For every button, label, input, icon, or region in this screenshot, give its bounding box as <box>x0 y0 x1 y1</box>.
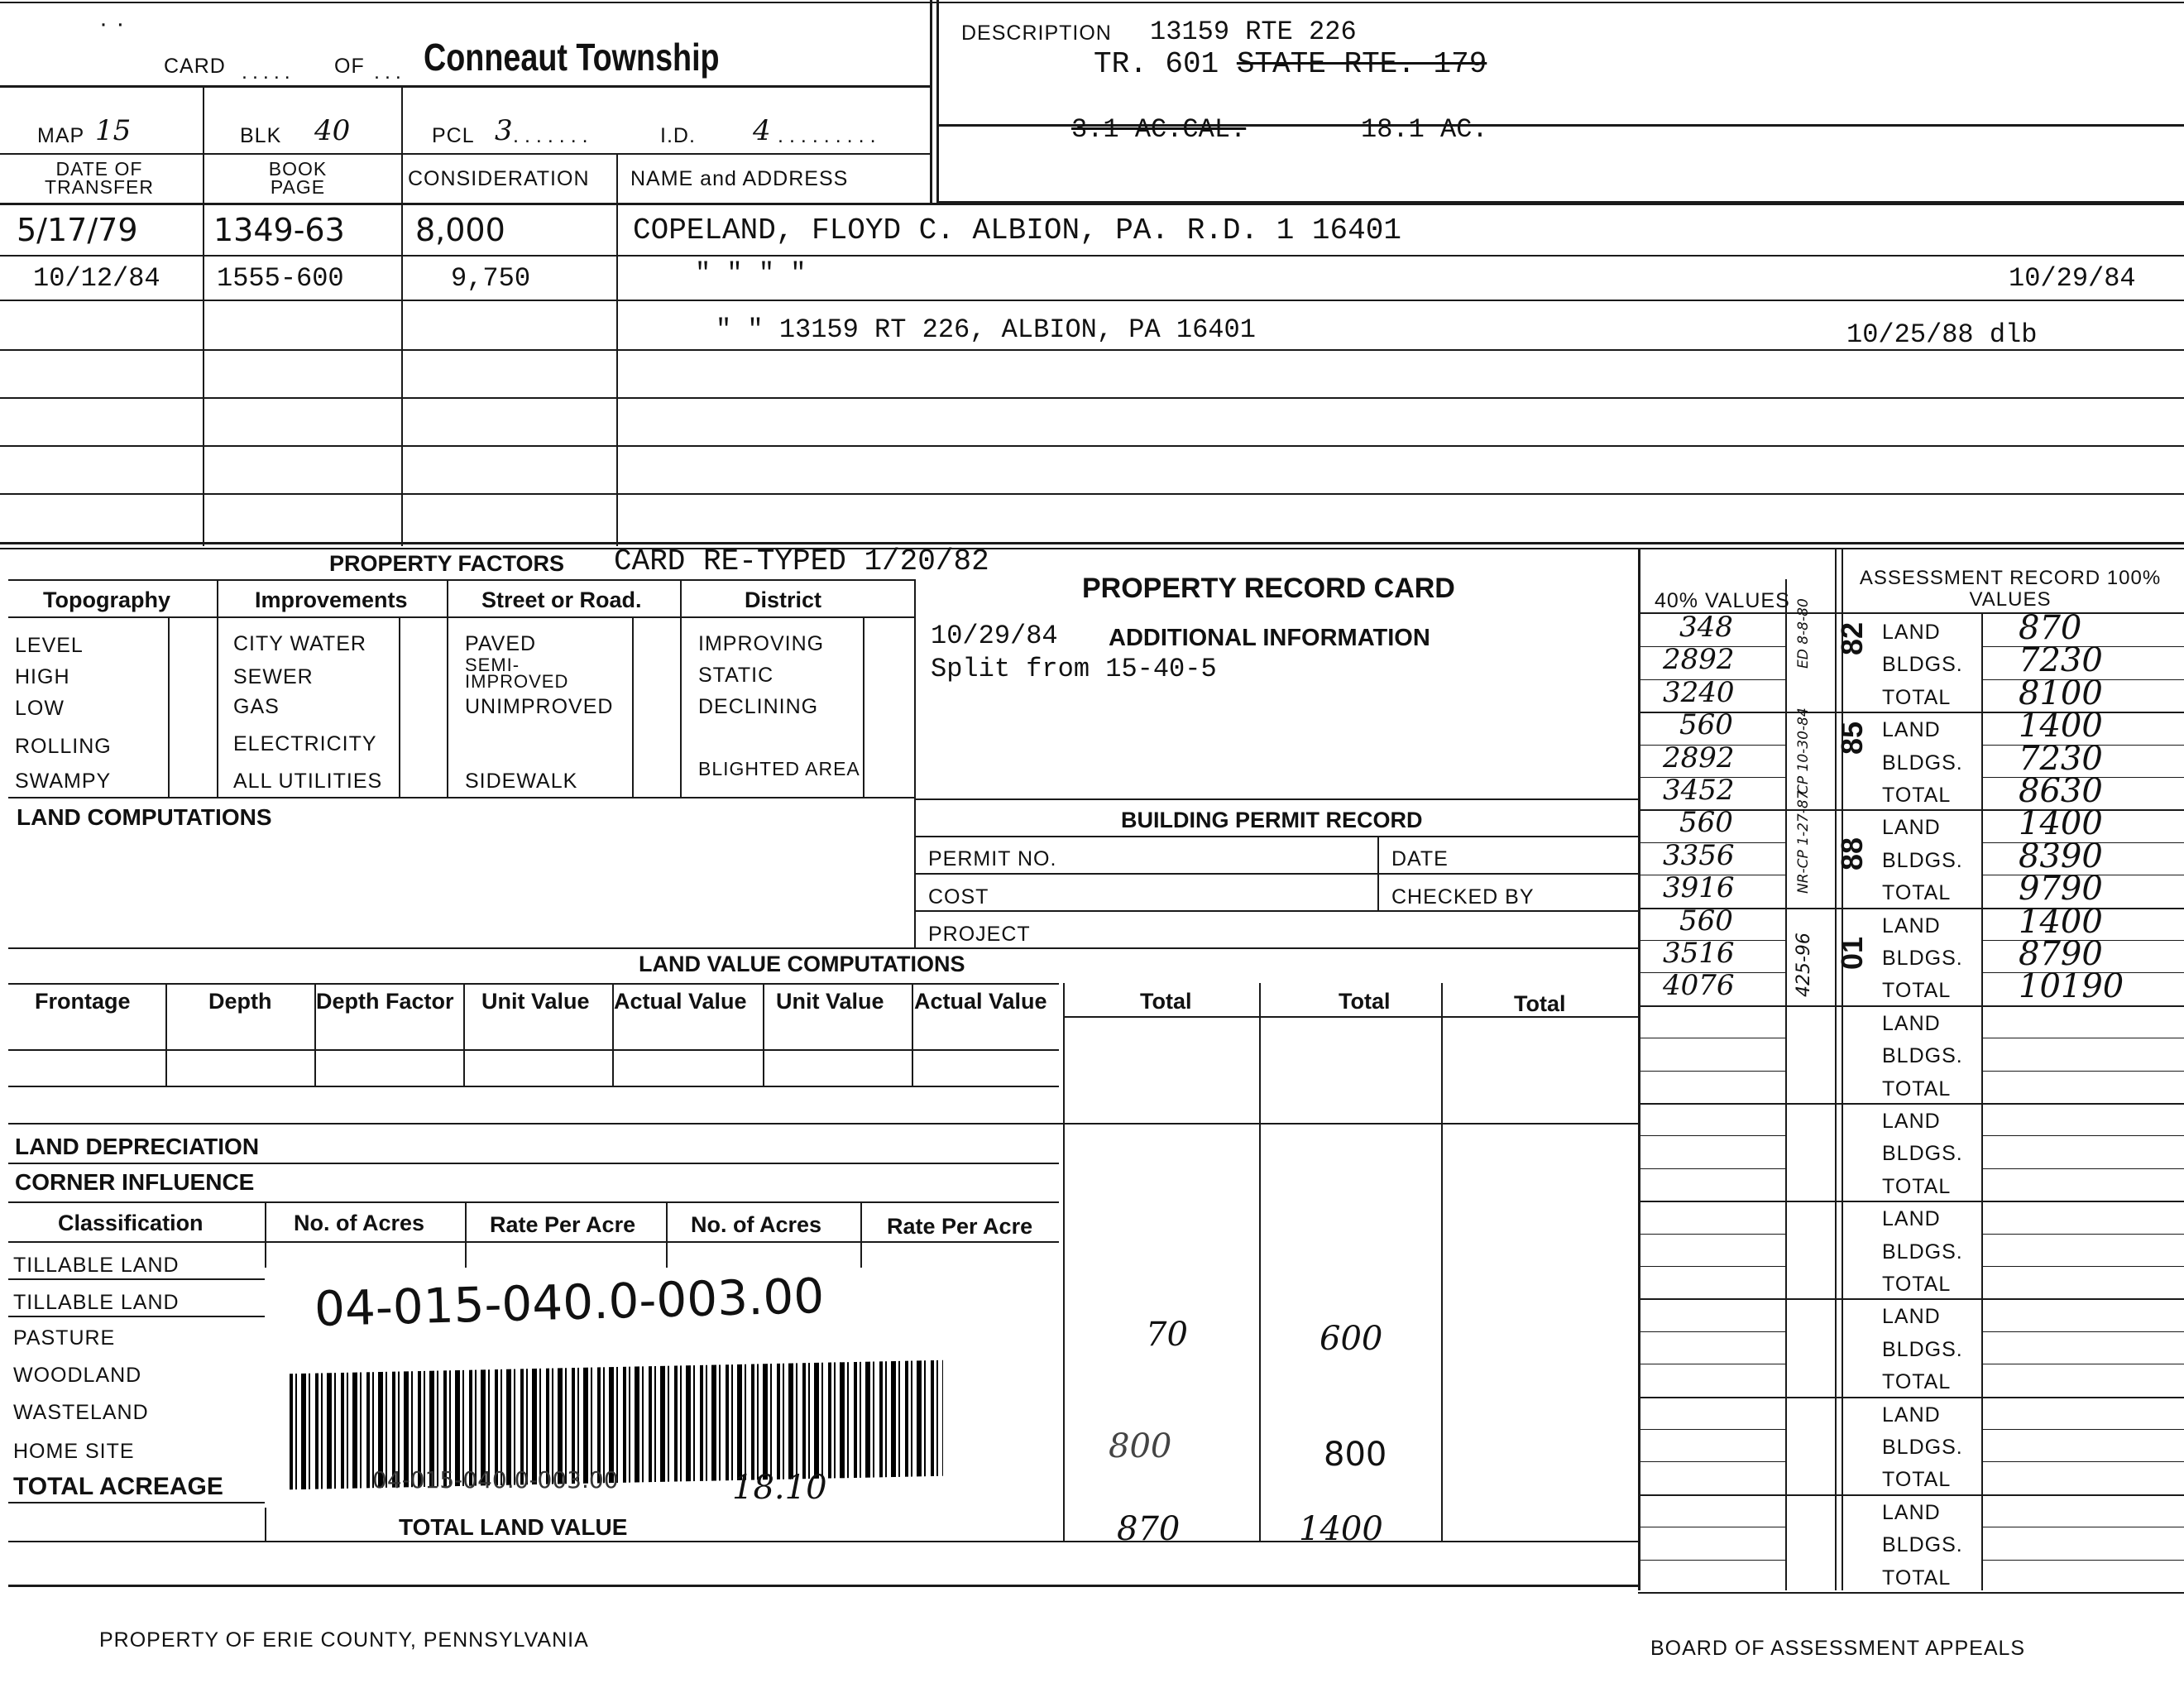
forty-percent-value: 2892 <box>1663 643 1735 676</box>
assessment-label-bldgs: BLDGS. <box>1882 849 1963 872</box>
class-wasteland: WASTELAND <box>13 1401 149 1424</box>
assessment-label-total: TOTAL <box>1882 1175 1952 1198</box>
assessment-label-land: LAND <box>1882 718 1941 741</box>
assessment-value: 1400 <box>2019 707 2103 745</box>
assessment-label-bldgs: BLDGS. <box>1882 1338 1963 1361</box>
land-computations-title: LAND COMPUTATIONS <box>17 804 272 830</box>
description-line2 <box>1094 47 1487 81</box>
note-425-96: 425-96 <box>1794 933 1814 997</box>
homesite-total-1: 800 <box>1109 1427 1172 1465</box>
assessment-label-total: TOTAL <box>1882 1566 1952 1590</box>
col-unit-value: Unit Value <box>481 989 590 1014</box>
col-unit-value-2: Unit Value <box>776 989 884 1014</box>
total-acreage-value: 18.10 <box>732 1469 827 1507</box>
land-value-computations-title: LAND VALUE COMPUTATIONS <box>639 952 965 976</box>
split-note: Split from 15-40-5 <box>931 654 1217 684</box>
factor-blighted-area: BLIGHTED AREA <box>698 758 860 779</box>
map-label: MAP <box>37 124 85 147</box>
col-no-of-acres-2: No. of Acres <box>691 1212 822 1237</box>
assessment-label-bldgs: BLDGS. <box>1882 1044 1963 1067</box>
factor-all-utilities: ALL UTILITIES <box>233 770 383 793</box>
assessment-label-bldgs: BLDGS. <box>1882 1436 1963 1459</box>
description-label: DESCRIPTION <box>961 22 1112 45</box>
assessment-value: 8100 <box>2019 674 2103 712</box>
forty-percent-value: 2892 <box>1663 741 1735 774</box>
forty-percent-value: 3356 <box>1663 839 1735 872</box>
of-label: OF <box>334 55 365 78</box>
assessment-label-land: LAND <box>1882 1501 1941 1524</box>
col-consideration: CONSIDERATION <box>408 167 590 190</box>
building-permit-title: BUILDING PERMIT RECORD <box>1121 808 1423 832</box>
factor-city-water: CITY WATER <box>233 632 366 655</box>
assessment-label-total: TOTAL <box>1882 881 1952 904</box>
forty-percent-value: 4076 <box>1663 969 1735 1002</box>
transfer-note: 10/29/84 <box>2009 263 2136 294</box>
assessment-value: 7230 <box>2019 641 2103 679</box>
forty-percent-value: 3516 <box>1663 937 1735 970</box>
description-struck-route: STATE RTE. 179 <box>1236 47 1487 81</box>
year-01: 01 <box>1835 936 1869 970</box>
year-82: 82 <box>1835 621 1869 655</box>
acreage: 18.1 AC. <box>1361 114 1488 145</box>
blk-label: BLK <box>240 124 282 147</box>
factor-declining: DECLINING <box>698 695 819 718</box>
assessment-label-total: TOTAL <box>1882 979 1952 1002</box>
description-line1: 13159 RTE 226 <box>1150 17 1357 47</box>
acreage-struck: 3.1 AC.CAL. <box>1071 114 1247 145</box>
assessment-value: 9790 <box>2019 870 2103 908</box>
col-district: District <box>745 587 822 612</box>
note-cp: CP 10-30-84 <box>1795 707 1812 794</box>
assessment-value: 7230 <box>2019 740 2103 778</box>
factor-gas: GAS <box>233 695 280 718</box>
class-tillable-land: TILLABLE LAND <box>13 1254 180 1277</box>
assessment-label-total: TOTAL <box>1882 1273 1952 1296</box>
transfer-book: 1555-600 <box>217 263 344 294</box>
land-value-total-2: 1400 <box>1299 1510 1383 1548</box>
note-ed: ED 8-8-80 <box>1795 598 1812 669</box>
additional-info-title: ADDITIONAL INFORMATION <box>1109 625 1430 651</box>
col-rate-per-acre: Rate Per Acre <box>490 1212 636 1237</box>
permit-date-label: DATE <box>1391 847 1449 870</box>
col-depth-factor: Depth Factor <box>316 989 454 1014</box>
transfer-date: 10/12/84 <box>33 263 160 294</box>
assessment-label-total: TOTAL <box>1882 1077 1952 1101</box>
assessment-value: 10190 <box>2019 967 2124 1005</box>
factor-swampy: SWAMPY <box>15 770 112 793</box>
note-nrcp: NR-CP 1-27-87 <box>1795 790 1812 894</box>
factor-static: STATIC <box>698 664 774 687</box>
col-rate-per-acre-2: Rate Per Acre <box>887 1214 1033 1239</box>
pcl-dots: ....... <box>513 124 594 147</box>
id-dots: ......... <box>778 124 882 147</box>
assessment-label-land: LAND <box>1882 1403 1941 1427</box>
transfer-name: COPELAND, FLOYD C. ALBION, PA. R.D. 1 16401 <box>633 213 1401 247</box>
transfer-consideration: 8,000 <box>415 212 505 248</box>
id-label: I.D. <box>660 124 696 147</box>
corner-influence-label: CORNER INFLUENCE <box>15 1169 255 1195</box>
footer-left: PROPERTY OF ERIE COUNTY, PENNSYLVANIA <box>99 1628 589 1652</box>
transfer-note: 10/25/88 dlb <box>1846 319 2038 350</box>
col-total-1: Total <box>1140 989 1192 1014</box>
class-pasture: PASTURE <box>13 1326 116 1350</box>
transfer-name: " " " " <box>695 258 807 289</box>
assessment-label-land: LAND <box>1882 1207 1941 1230</box>
assessment-label-land: LAND <box>1882 1305 1941 1328</box>
parcel-number: 04-015-040.0-003.00 <box>314 1267 826 1338</box>
pcl-value: 3 <box>495 114 513 147</box>
map-value: 15 <box>95 114 132 147</box>
col-depth: Depth <box>208 989 272 1014</box>
transfer-name: " " 13159 RT 226, ALBION, PA 16401 <box>716 314 1256 345</box>
property-factors-title: PROPERTY FACTORS <box>329 551 565 576</box>
assessment-value: 1400 <box>2019 804 2103 842</box>
factor-high: HIGH <box>15 665 70 688</box>
card-retyped-note: CARD RE-TYPED 1/20/82 <box>614 544 989 578</box>
card-label: CARD <box>164 55 226 78</box>
parcel-number-small: 04-015-040.0-003.00 <box>372 1466 619 1494</box>
assessment-label-land: LAND <box>1882 1012 1941 1035</box>
class-tillable-land-2: TILLABLE LAND <box>13 1291 180 1314</box>
factor-electricity: ELECTRICITY <box>233 732 377 755</box>
land-value-total-1: 870 <box>1117 1510 1181 1548</box>
col-no-of-acres: No. of Acres <box>294 1211 425 1235</box>
factor-paved: PAVED <box>465 632 537 655</box>
class-woodland: WOODLAND <box>13 1364 142 1387</box>
assessment-label-bldgs: BLDGS. <box>1882 1240 1963 1264</box>
id-value: 4 <box>753 114 771 147</box>
col-classification: Classification <box>58 1211 204 1235</box>
assessment-label-land: LAND <box>1882 621 1941 644</box>
permit-project-label: PROJECT <box>928 923 1031 946</box>
forty-percent-value: 3452 <box>1663 774 1735 807</box>
forty-percent-title: 40% VALUES <box>1655 589 1790 612</box>
assessment-record-title: ASSESSMENT RECORD 100% VALUES <box>1859 567 2162 611</box>
total-land-value-label: TOTAL LAND VALUE <box>399 1514 628 1540</box>
assessment-label-bldgs: BLDGS. <box>1882 1142 1963 1165</box>
description-tract: TR. 601 <box>1094 47 1219 81</box>
col-actual-value-2: Actual Value <box>914 989 1047 1014</box>
col-book-page: BOOK PAGE <box>268 158 328 198</box>
assessment-label-land: LAND <box>1882 816 1941 839</box>
col-frontage: Frontage <box>35 989 131 1014</box>
assessment-label-land: LAND <box>1882 1110 1941 1133</box>
permit-checked-by-label: CHECKED BY <box>1391 885 1535 909</box>
permit-no-label: PERMIT NO. <box>928 847 1057 870</box>
assessment-value: 8630 <box>2019 772 2103 810</box>
township-name: Conneaut Township <box>424 36 720 79</box>
factor-semi-improved: SEMI-IMPROVED <box>465 655 569 692</box>
factor-low: LOW <box>15 697 65 720</box>
transfer-book: 1349-63 <box>213 212 345 248</box>
footer-right: BOARD OF ASSESSMENT APPEALS <box>1650 1637 2026 1660</box>
assessment-label-total: TOTAL <box>1882 1468 1952 1491</box>
forty-percent-value: 560 <box>1679 904 1733 938</box>
assessment-label-total: TOTAL <box>1882 686 1952 709</box>
class-home-site: HOME SITE <box>13 1440 135 1463</box>
assessment-label-bldgs: BLDGS. <box>1882 751 1963 774</box>
permit-cost-label: COST <box>928 885 989 909</box>
pasture-total-1: 70 <box>1146 1316 1188 1354</box>
property-record-card-title: PROPERTY RECORD CARD <box>1082 573 1455 604</box>
card-dots-2: ..... <box>242 60 295 84</box>
col-total-3: Total <box>1514 991 1566 1016</box>
total-acreage-label: TOTAL ACREAGE <box>13 1473 223 1500</box>
blk-value: 40 <box>314 114 351 147</box>
pcl-label: PCL <box>432 124 475 147</box>
col-total-2: Total <box>1339 989 1391 1014</box>
of-dots: ... <box>374 60 406 84</box>
assessment-value: 870 <box>2019 609 2082 647</box>
homesite-total-2: 800 <box>1324 1436 1387 1474</box>
col-street-road: Street or Road. <box>481 587 642 612</box>
factor-improving: IMPROVING <box>698 632 825 655</box>
factor-sewer: SEWER <box>233 665 314 688</box>
card-dots: · · <box>99 10 126 37</box>
pasture-total-2: 600 <box>1320 1320 1383 1358</box>
col-topography: Topography <box>43 587 170 612</box>
col-name-address: NAME and ADDRESS <box>630 167 849 190</box>
assessment-value: 8790 <box>2019 935 2103 973</box>
land-depreciation-label: LAND DEPRECIATION <box>15 1134 260 1159</box>
factor-unimproved: UNIMPROVED <box>465 695 614 718</box>
forty-percent-value: 3240 <box>1663 676 1735 709</box>
factor-rolling: ROLLING <box>15 735 112 758</box>
assessment-label-bldgs: BLDGS. <box>1882 653 1963 676</box>
factor-sidewalk: SIDEWALK <box>465 770 578 793</box>
transfer-date: 5/17/79 <box>17 212 138 248</box>
assessment-value: 1400 <box>2019 903 2103 941</box>
record-date: 10/29/84 <box>931 621 1058 651</box>
transfer-consideration: 9,750 <box>451 263 531 294</box>
assessment-label-total: TOTAL <box>1882 1370 1952 1393</box>
year-85: 85 <box>1835 721 1869 755</box>
factor-level: LEVEL <box>15 634 84 657</box>
col-date-of-transfer: DATE OF TRANSFER <box>45 158 154 198</box>
forty-percent-value: 560 <box>1679 708 1733 741</box>
col-actual-value: Actual Value <box>614 989 747 1014</box>
assessment-label-bldgs: BLDGS. <box>1882 1533 1963 1556</box>
forty-percent-value: 560 <box>1679 806 1733 839</box>
forty-percent-value: 3916 <box>1663 871 1735 904</box>
assessment-label-land: LAND <box>1882 914 1941 938</box>
assessment-value: 8390 <box>2019 837 2103 875</box>
forty-percent-value: 348 <box>1679 611 1733 644</box>
assessment-label-bldgs: BLDGS. <box>1882 947 1963 970</box>
col-improvements: Improvements <box>255 587 408 612</box>
year-88: 88 <box>1835 837 1869 870</box>
assessment-label-total: TOTAL <box>1882 784 1952 807</box>
